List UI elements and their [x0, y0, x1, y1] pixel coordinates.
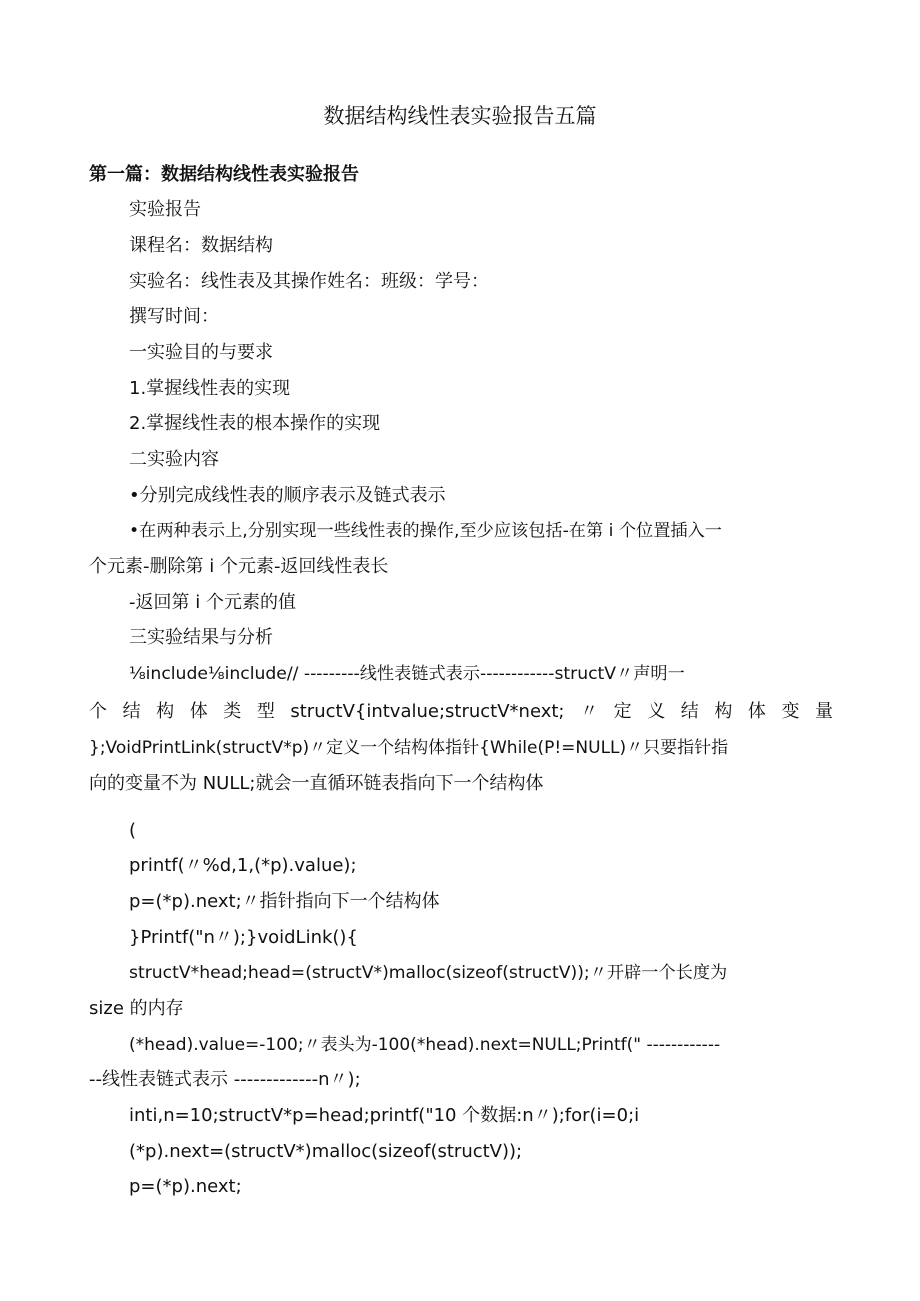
- text-line: 三实验结果与分析: [129, 627, 273, 648]
- text-line: (*head).value=-100;〃表头为-100(*head).next=NULL;Printf(" ------------: [129, 1035, 721, 1055]
- text-line: ⅛include⅛include// ---------线性表链式表示------------structV〃声明一: [129, 664, 685, 684]
- document-title: 数据结构线性表实验报告五篇: [323, 104, 597, 128]
- token: 量: [815, 701, 833, 722]
- text-line: •在两种表示上,分别实现一些线性表的操作,至少应该包括-在第 i 个位置插入一: [129, 521, 722, 541]
- token: 定: [613, 701, 632, 722]
- token: 构: [156, 701, 175, 722]
- token: 义: [647, 701, 666, 722]
- text-line: •分别完成线性表的顺序表示及链式表示: [129, 485, 446, 506]
- token: 型: [256, 701, 275, 722]
- text-line: 撰写时间：: [129, 306, 219, 327]
- text-line: 一实验目的与要求: [129, 342, 273, 363]
- text-line: 实验报告: [129, 199, 201, 220]
- text-line: structV*head;head=(structV*)malloc(sizeof(structV));〃开辟一个长度为: [129, 963, 728, 983]
- text-line: (: [129, 820, 137, 841]
- token: 构: [714, 701, 733, 722]
- token: 体: [189, 701, 208, 722]
- token: 变: [781, 701, 800, 722]
- text-line: (*p).next=(structV*)malloc(sizeof(structV));: [129, 1141, 523, 1162]
- text-line: -返回第 i 个元素的值: [129, 592, 296, 613]
- section-heading: 第一篇：数据结构线性表实验报告: [89, 164, 359, 185]
- token: 结: [680, 701, 699, 722]
- text-line: 个元素-删除第 i 个元素-返回线性表长: [89, 556, 389, 577]
- text-line: inti,n=10;structV*p=head;printf("10 个数据:n〃);for(i=0;i: [129, 1105, 640, 1126]
- text-line: }Printf("n〃);}voidLink(){: [129, 927, 358, 948]
- text-line: size 的内存: [89, 998, 184, 1019]
- text-line: 向的变量不为 NULL;就会一直循环链表指向下一个结构体: [89, 773, 544, 794]
- text-line: p=(*p).next;: [129, 1176, 242, 1197]
- token: structV{intvalue;structV*next;: [290, 701, 565, 722]
- text-line: p=(*p).next;〃指针指向下一个结构体: [129, 891, 440, 912]
- text-line: };VoidPrintLink(structV*p)〃定义一个结构体指针{While(P!=NULL)〃只要指针指: [89, 738, 729, 758]
- text-line: --线性表链式表示 -------------n〃);: [89, 1069, 361, 1090]
- token: 个: [89, 701, 107, 722]
- text-line: 二实验内容: [129, 449, 219, 470]
- token: 〃: [580, 701, 599, 722]
- justified-line: [89, 699, 833, 725]
- text-line: 1.掌握线性表的实现: [129, 378, 291, 399]
- text-line: printf(〃%d,1,(*p).value);: [129, 855, 357, 876]
- text-line: 2.掌握线性表的根本操作的实现: [129, 413, 381, 434]
- text-line: 课程名：数据结构: [129, 235, 273, 256]
- token: 体: [747, 701, 766, 722]
- token: 结: [122, 701, 141, 722]
- token: 类: [223, 701, 242, 722]
- text-line: 实验名：线性表及其操作姓名：班级：学号：: [129, 271, 489, 292]
